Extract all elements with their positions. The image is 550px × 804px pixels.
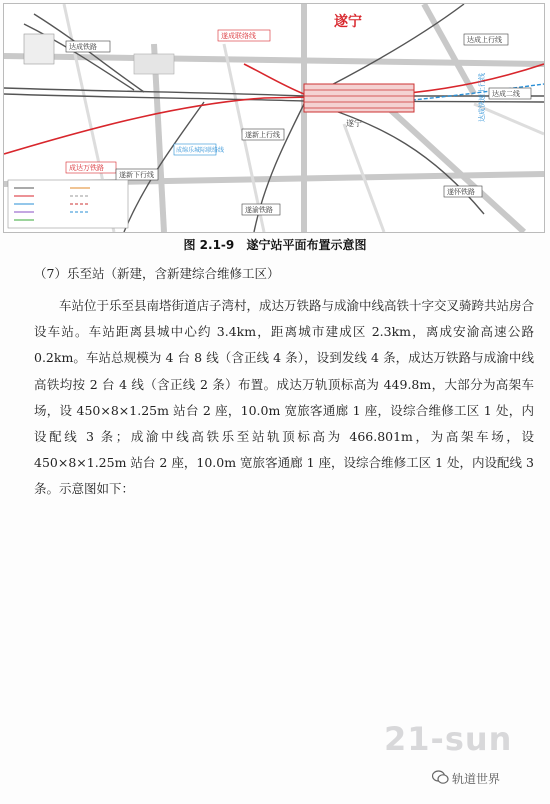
map-city-label: 遂宁 <box>334 14 362 30</box>
wechat-icon <box>432 770 449 785</box>
map-label-suicheng: 遂成联络线 <box>221 32 256 40</box>
map-label-suihuai: 遂怀铁路 <box>447 188 475 196</box>
map-label-station: 遂宁 <box>346 119 362 128</box>
map-label-dacheng: 达成铁路 <box>69 43 97 51</box>
figure-title: 遂宁站平面布置示意图 <box>246 238 367 252</box>
map-label-junction: 成绵乐城际联络线 <box>176 147 225 154</box>
watermark-logo: 21-sun <box>384 720 513 758</box>
map-label-dacheng2: 达成二线 <box>492 90 520 98</box>
figure-number: 图 2.1-9 <box>183 238 235 252</box>
map-label-suixin-up: 遂新上行线 <box>245 131 280 139</box>
map-label-chengda: 成达万铁路 <box>69 164 104 172</box>
section-heading: （7）乐至站（新建，含新建综合维修工区） <box>34 266 280 281</box>
body-paragraph: 车站位于乐至县南塔街道店子湾村，成达万铁路与成渝中线高铁十字交叉骑跨共站房合设车站。车站距离县城中心约 3.4km，距离城市建成区 2.3km，离成安渝高速公路 0.2km。车站总规模为 4 台 8 线（含正线 4 条），设到发线 4 条，成达万铁路与成渝中线高铁均按 2 台 4 线（含正线 2 条）布置。成达万轨顶标高为 449.8m，大部分为高架车场，设 450×8×1.25m 站台 2 座，10.0m 宽旅客通廊 1 座，设综合维修工区 1 处，内设配线 3 条；成渝中线高铁乐至站轨顶标高为 466.801m，为高架车场，设 450×8×1.25m 站台 2 座，10.0m 宽旅客通廊 1 座，设综合维修工区 1 处，内设配线 3 条。示意图如下： <box>34 298 535 497</box>
map-legend <box>8 180 128 228</box>
station-layout-map <box>3 3 545 233</box>
watermark-account: 轨道世界 <box>452 772 501 786</box>
map-drawing <box>4 4 544 232</box>
map-label-fast-up: 达成快速上行线 <box>478 73 486 122</box>
map-label-suiyu: 遂渝铁路 <box>245 206 273 214</box>
map-label-suixin-down: 遂新下行线 <box>119 171 154 179</box>
map-label-dacheng-up: 达成上行线 <box>467 36 502 44</box>
figure-caption <box>0 236 550 253</box>
